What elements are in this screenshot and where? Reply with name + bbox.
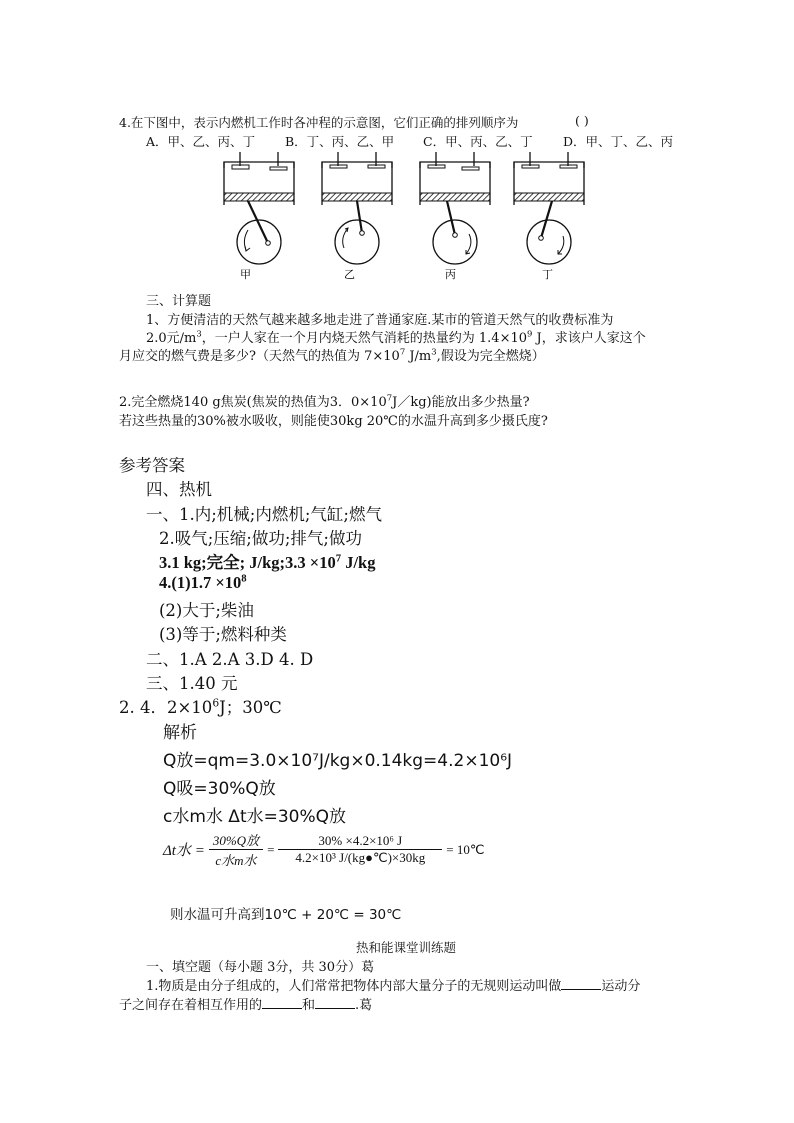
answers-sec4: 四、热机	[146, 480, 212, 499]
calc-p1-line1: 1、方便清洁的天然气越来越多地走进了普通家庭.某市的管道天然气的收费标准为	[146, 313, 614, 328]
fraction-2	[278, 833, 442, 866]
engine-stroke-figure	[218, 150, 598, 285]
calc-heading: 三、计算题	[146, 294, 212, 309]
solution-fraction-equation: Δt水 = $\frac{\text{30\%Q放}}{\text{c水m水}}$ = $\frac{\text{30\% ×4.2×10⁶ J}}{\text{4.2×10³ J/(kg●℃)×30kg}}$ = 10℃	[163, 830, 484, 869]
blank-1[interactable]	[561, 976, 601, 990]
next-q1-line2: 子之间存在着相互作用的 和 .葛	[119, 994, 372, 1013]
label-ding: 丁	[542, 268, 553, 281]
engine-ding	[514, 152, 584, 264]
q4-option-a: A．甲、乙、丙、丁	[146, 134, 256, 149]
next-heading: 一、填空题（每小题 3分，共 30分）葛	[146, 960, 375, 975]
solution-line-1: Q放=qm=3.0×10⁷J/kg×0.14kg=4.2×10⁶J	[163, 751, 513, 771]
fraction-1	[209, 830, 263, 869]
q4-bracket: ( )	[575, 113, 589, 128]
answer-line-6: (3)等于;燃料种类	[159, 625, 287, 644]
answer-line-2: 2.吸气;压缩;做功;排气;做功	[159, 529, 362, 548]
label-jia: 甲	[240, 268, 251, 281]
fraction-2-numerator: 30% ×4.2×10⁶ J	[278, 833, 442, 850]
answer-line-3: 3.1 kg;完全; J/kg;3.3 $\times 10^7$ J/kg	[159, 552, 376, 572]
solution-line-2: Q吸=30%Q放	[163, 779, 276, 799]
blank-3[interactable]	[315, 995, 355, 1009]
answer-line-1: 一、1.内;机械;内燃机;气缸;燃气	[146, 505, 382, 524]
solution-conclusion: 则水温可升高到10℃ + 20℃ = 30℃	[170, 907, 402, 923]
frac-result: = 10℃	[446, 841, 485, 857]
q4-option-c: C．甲、丙、乙、丁	[423, 134, 533, 149]
calc-p2-line2: 若这些热量的30%被水吸收，则能使30kg 20℃的水温升高到多少摄氏度?	[119, 414, 548, 429]
answers-title: 参考答案	[119, 456, 185, 475]
next-title: 热和能课堂训练题	[356, 940, 457, 955]
calc-p1-line2: 2.0元$/m^3$，一户人家在一个月内烧天然气消耗的热量约为 $1.4\times 10^9$ J，求该户人家这个	[146, 328, 646, 346]
calc-p2-line1: 2.完全燃烧140 g焦炭(焦炭的热值为3．$0\times 10^7J/kg$)能放出多少热量?	[119, 392, 530, 410]
answer-line-5: (2)大于;柴油	[159, 601, 254, 620]
q4-stem: 4.在下图中，表示内燃机工作时各冲程的示意图，它们正确的排列顺序为	[119, 115, 519, 130]
next-q1-line1: 1.物质是由分子组成的，人们常常把物体内部大量分子的无规则运动叫做 运动分	[146, 975, 640, 994]
solution-line-3: c水m水 Δt水=30%Q放	[163, 807, 347, 827]
answer-line-9: 2. 4．$2\times 10^6J$；30℃	[119, 696, 282, 717]
engine-bing	[420, 152, 490, 264]
answer-line-8: 三、1.40 元	[146, 674, 238, 693]
fraction-1-denominator: c水m水	[215, 853, 257, 868]
fraction-2-denominator: 4.2×10³ J/(kg●℃)×30kg	[295, 850, 426, 865]
solution-title: 解析	[163, 723, 197, 743]
engine-yi	[322, 152, 392, 264]
q4-option-b: B．丁、丙、乙、甲	[285, 134, 395, 149]
q4-option-d: D．甲、丁、乙、丙	[563, 134, 674, 149]
engine-jia	[224, 152, 294, 264]
frac-lhs: Δt水 =	[163, 843, 205, 859]
fraction-1-numerator: 30%Q放	[209, 830, 263, 850]
label-bing: 丙	[445, 268, 456, 281]
answer-line-7: 二、1.A 2.A 3.D 4. D	[146, 650, 314, 669]
blank-2[interactable]	[262, 995, 302, 1009]
label-yi: 乙	[344, 268, 355, 281]
calc-p1-line3: 月应交的燃气费是多少?（天然气的热值为 $7\times 10^7$ $J/m^3$,假设为完全燃烧）	[119, 346, 545, 364]
answer-line-4: $4.(1)1.7 \times 10^8$	[159, 572, 247, 592]
